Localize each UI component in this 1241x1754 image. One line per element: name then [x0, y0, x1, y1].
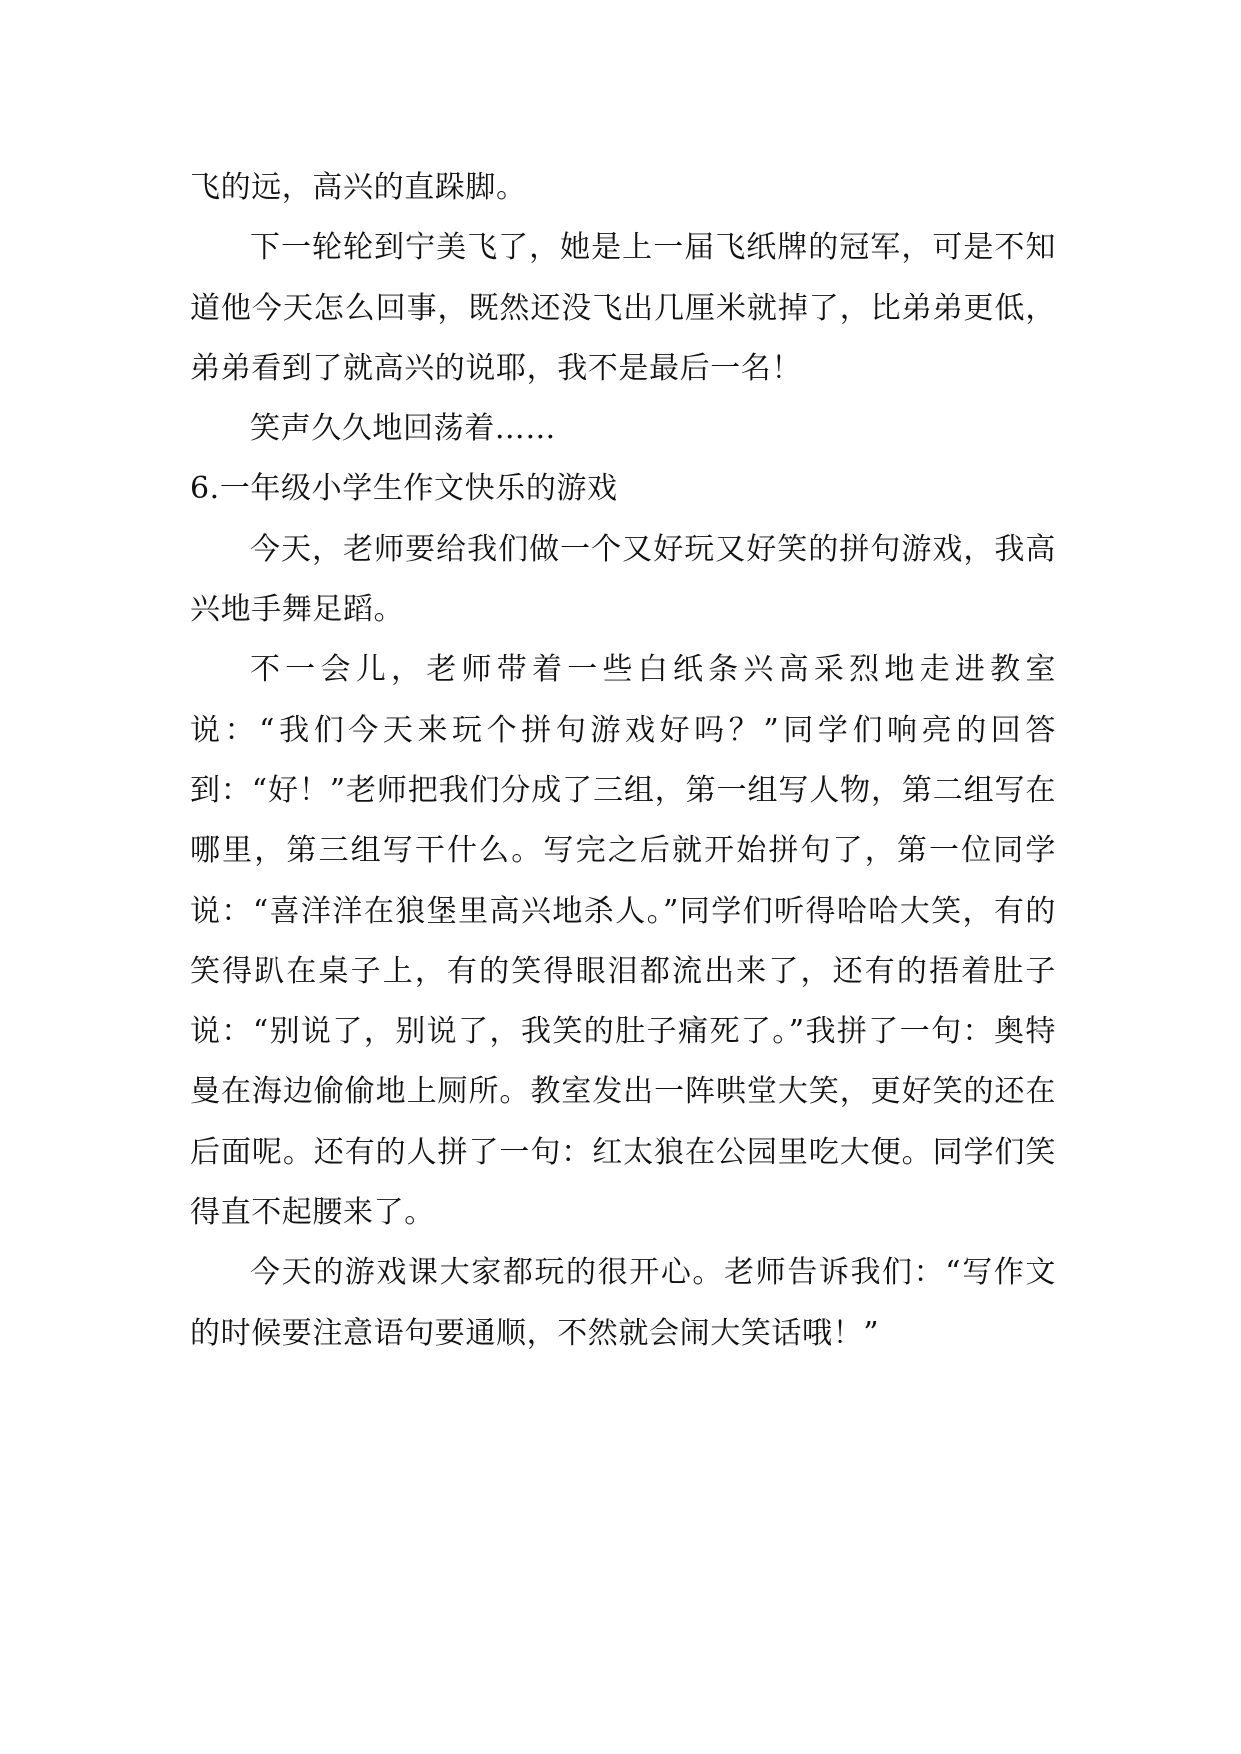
section-heading: 6.一年级小学生作文快乐的游戏 — [190, 471, 618, 507]
paragraph: 笑声久久地回荡着…… — [250, 411, 556, 447]
paragraph: 今天，老师要给我们做一个又好玩又好笑的拼句游戏，我高兴地手舞足蹈。 — [190, 531, 1056, 628]
paragraph-continuation: 飞的远，高兴的直跺脚。 — [190, 170, 527, 205]
paragraph: 今天的游戏课大家都玩的很开心。老师告诉我们：“写作文的时候要注意语句要通顺，不然就会闹大笑话哦！” — [190, 1255, 1056, 1351]
document-body — [190, 158, 1056, 1364]
paragraph: 下一轮轮到宁美飞了，她是上一届飞纸牌的冠军，可是不知道他今天怎么回事，既然还没飞出几厘米就掉了，比弟弟更低，弟弟看到了就高兴的说耶，我不是最后一名！ — [190, 230, 1056, 386]
paragraph: 不一会儿，老师带着一些白纸条兴高采烈地走进教室说：“我们今天来玩个拼句游戏好吗？”同学们响亮的回答到：“好！”老师把我们分成了三组，第一组写人物，第二组写在哪里，第三组写干什么。写完之后就开始拼句了，第一位同学说：“喜洋洋在狼堡里高兴地杀人。”同学们听得哈哈大笑，有的笑得趴在桌子上，有的笑得眼泪都流出来了，还有的捂着肚子说：“别说了，别说了，我笑的肚子痛死了。”我拼了一句：奥特曼在海边偷偷地上厕所。教室发出一阵哄堂大笑，更好笑的还在后面呢。还有的人拼了一句：红太狼在公园里吃大便。同学们笑得直不起腰来了。 — [190, 652, 1056, 1231]
